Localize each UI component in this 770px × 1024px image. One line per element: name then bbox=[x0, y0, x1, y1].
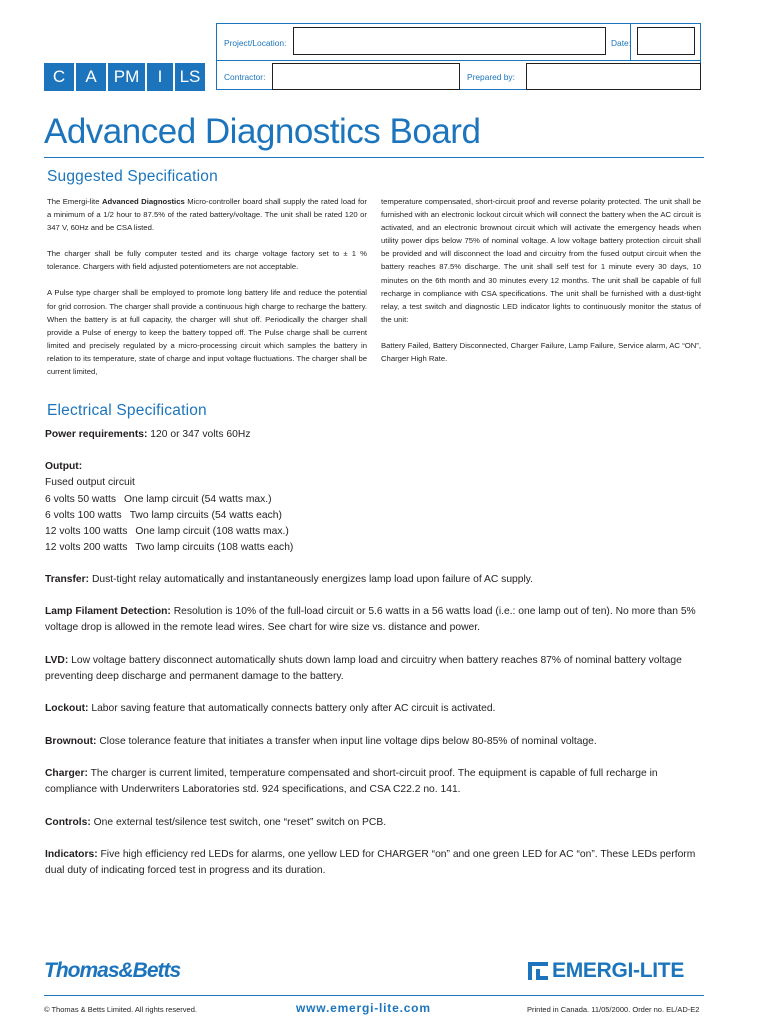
transfer-label: Transfer: bbox=[45, 574, 90, 585]
copyright-text: © Thomas & Betts Limited. All rights reserved. bbox=[44, 1005, 197, 1014]
emergi-lite-wordmark: EMERGI-LITE bbox=[552, 959, 685, 982]
date-label: Date: bbox=[611, 38, 632, 48]
form-divider bbox=[217, 60, 700, 61]
lvd-spec bbox=[45, 653, 705, 686]
date-field[interactable] bbox=[637, 27, 695, 55]
output-voltage: 12 volts 100 watts bbox=[45, 526, 128, 538]
power-label: Power requirements: bbox=[45, 429, 148, 440]
title-divider bbox=[44, 157, 704, 158]
power-requirements bbox=[45, 427, 705, 443]
output-label: Output: bbox=[45, 461, 83, 472]
contractor-field[interactable] bbox=[272, 63, 460, 90]
output-circuit: Two lamp circuits (108 watts each) bbox=[135, 542, 294, 554]
indicators-label: Indicators: bbox=[45, 849, 98, 860]
controls-spec bbox=[45, 815, 705, 831]
suggested-spec-heading: Suggested Specification bbox=[47, 168, 218, 185]
output-circuit: One lamp circuit (108 watts max.) bbox=[135, 526, 289, 538]
page-title: Advanced Diagnostics Board bbox=[44, 112, 481, 151]
brownout-value: Close tolerance feature that initiates a transfer when input line voltage dips below 80-85% of nominal voltage. bbox=[96, 736, 597, 747]
website-link[interactable]: www.emergi-lite.com bbox=[296, 1001, 431, 1015]
spec-paragraph: The charger shall be fully computer tested and its charge voltage factory set to ± 1 % tolerance. Chargers with field adjusted potentiometers are not acceptable. bbox=[47, 249, 367, 272]
lvd-value: Low voltage battery disconnect automatically shuts down lamp load and circuitry when battery reaches 87% of nominal battery voltage preventing deep discharge and permanent damage to the battery. bbox=[45, 655, 682, 683]
product-name: Advanced Diagnostics bbox=[101, 197, 185, 206]
printed-info: Printed in Canada. 11/05/2000. Order no. EL/AD-E2 bbox=[527, 1005, 700, 1014]
output-voltage: 12 volts 200 watts bbox=[45, 542, 128, 554]
output-spec bbox=[45, 459, 705, 557]
code-i: I bbox=[147, 63, 173, 91]
controls-label: Controls: bbox=[45, 817, 91, 828]
code-ls: LS bbox=[175, 63, 205, 91]
project-location-label: Project/Location: bbox=[224, 38, 287, 48]
indicators-value: Five high efficiency red LEDs for alarms, one yellow LED for CHARGER “on” and one green LED for AC “on”. These LEDs perform dual duty of indicating forced test in progress and its duration. bbox=[45, 849, 696, 877]
transfer-spec bbox=[45, 572, 705, 588]
thomas-betts-logo: Thomas&Betts bbox=[44, 959, 181, 982]
brownout-label: Brownout: bbox=[45, 736, 97, 747]
output-line bbox=[45, 524, 705, 540]
output-voltage: 6 volts 100 watts bbox=[45, 509, 122, 521]
lamp-filament-label: Lamp Filament Detection: bbox=[45, 606, 171, 617]
output-line bbox=[45, 508, 705, 524]
lockout-label: Lockout: bbox=[45, 703, 89, 714]
charger-label: Charger: bbox=[45, 768, 88, 779]
emergi-lite-logo-icon bbox=[527, 960, 549, 982]
output-circuit: One lamp circuit (54 watts max.) bbox=[123, 493, 272, 505]
charger-value: The charger is current limited, temperature compensated and short-circuit proof. The equipment is capable of full recharge in compliance with Underwriters Laboratories std. 924 specifications, and CSA C22.2 no. 141. bbox=[45, 768, 658, 796]
power-value: 120 or 347 volts 60Hz bbox=[147, 429, 251, 440]
footer-divider bbox=[44, 995, 704, 996]
indicator-list: Battery Failed, Battery Disconnected, Charger Failure, Lamp Failure, Service alarm, AC “ON”, Charger High Rate. bbox=[381, 340, 701, 364]
lvd-label: LVD: bbox=[45, 655, 69, 666]
code-a: A bbox=[76, 63, 106, 91]
charger-spec bbox=[45, 766, 705, 799]
controls-value: One external test/silence test switch, one “reset” switch on PCB. bbox=[90, 817, 387, 828]
transfer-value: Dust-tight relay automatically and instantaneously energizes lamp load upon failure of AC supply. bbox=[89, 574, 534, 585]
spec-paragraph: A Pulse type charger shall be employed to promote long battery life and reduce the potential for grid corrosion. The charger shall provide a continuous high charge to recharge the battery. When the battery is at full capacity, the charger will shut off. Periodically the charger shall provide a Pulse of energy to keep the battery topped off. The Pulse charge shall be current limited and precisely regulated by a micro-processing circuit which samples the battery in relation to its temperature, state of charge and input voltage fluctuations. The charger shall be current limited, bbox=[47, 288, 367, 377]
output-line bbox=[45, 475, 705, 491]
contractor-label: Contractor: bbox=[224, 72, 266, 82]
project-location-field[interactable] bbox=[293, 27, 606, 55]
prepared-by-label: Prepared by: bbox=[467, 72, 515, 82]
lamp-filament-spec bbox=[45, 604, 705, 637]
indicators-spec bbox=[45, 847, 705, 880]
spec-paragraph: temperature compensated, short-circuit proof and reverse polarity protected. The unit shall be furnished with an electronic lockout circuit which will connect the battery when the AC circuit is activated, and an electronic brownout circuit which will activate the emergency heads when utility power dips below 75% of nominal voltage. A low voltage battery protection circuit shall be provided and will disconnect the load and circuitry from the fused output circuit when the battery reaches 87.5% discharge. The unit shall self test for 1 minute every 30 days, 10 minutes on the 6th month and 30 minutes every 12 months. The unit shall be capable of full recharge in compliance with CSA specifications. The unit shall be furnished with a dust-tight relay, a test switch and diagnostic LED indicator lights to continuously monitor the status of the unit: bbox=[381, 197, 701, 324]
output-voltage: Fused output circuit bbox=[45, 477, 135, 489]
output-circuit: Two lamp circuits (54 watts each) bbox=[129, 509, 282, 521]
suggested-spec-left-column bbox=[47, 195, 367, 391]
code-pm: PM bbox=[108, 63, 145, 91]
output-line bbox=[45, 540, 705, 556]
output-voltage: 6 volts 50 watts bbox=[45, 493, 116, 505]
emergi-lite-logo bbox=[527, 959, 684, 983]
suggested-spec-right-column bbox=[381, 195, 701, 378]
brownout-spec bbox=[45, 734, 705, 750]
spec-text: Micro-controller board shall supply the rated load for a minimum of a 1/2 hour to 87.5% of the rated battery/voltage. The unit shall be rated 120 or 347 V, 60Hz and be CSA listed. bbox=[47, 197, 367, 233]
document-codes bbox=[44, 63, 207, 91]
output-line bbox=[45, 492, 705, 508]
lockout-spec bbox=[45, 701, 705, 717]
lockout-value: Labor saving feature that automatically connects battery only after AC circuit is activated. bbox=[88, 703, 496, 714]
spec-text: The Emergi-lite bbox=[47, 197, 102, 206]
prepared-by-field[interactable] bbox=[526, 63, 701, 90]
lamp-filament-value: Resolution is 10% of the full-load circuit or 5.6 watts in a 56 watts load (i.e.: one lamp out of ten). No more than 5% voltage drop is allowed in the remote lead wires. See chart for wire size vs. distance and power. bbox=[45, 606, 696, 634]
spec-paragraph bbox=[47, 195, 367, 234]
code-c: C bbox=[44, 63, 74, 91]
electrical-spec-heading: Electrical Specification bbox=[47, 402, 207, 419]
